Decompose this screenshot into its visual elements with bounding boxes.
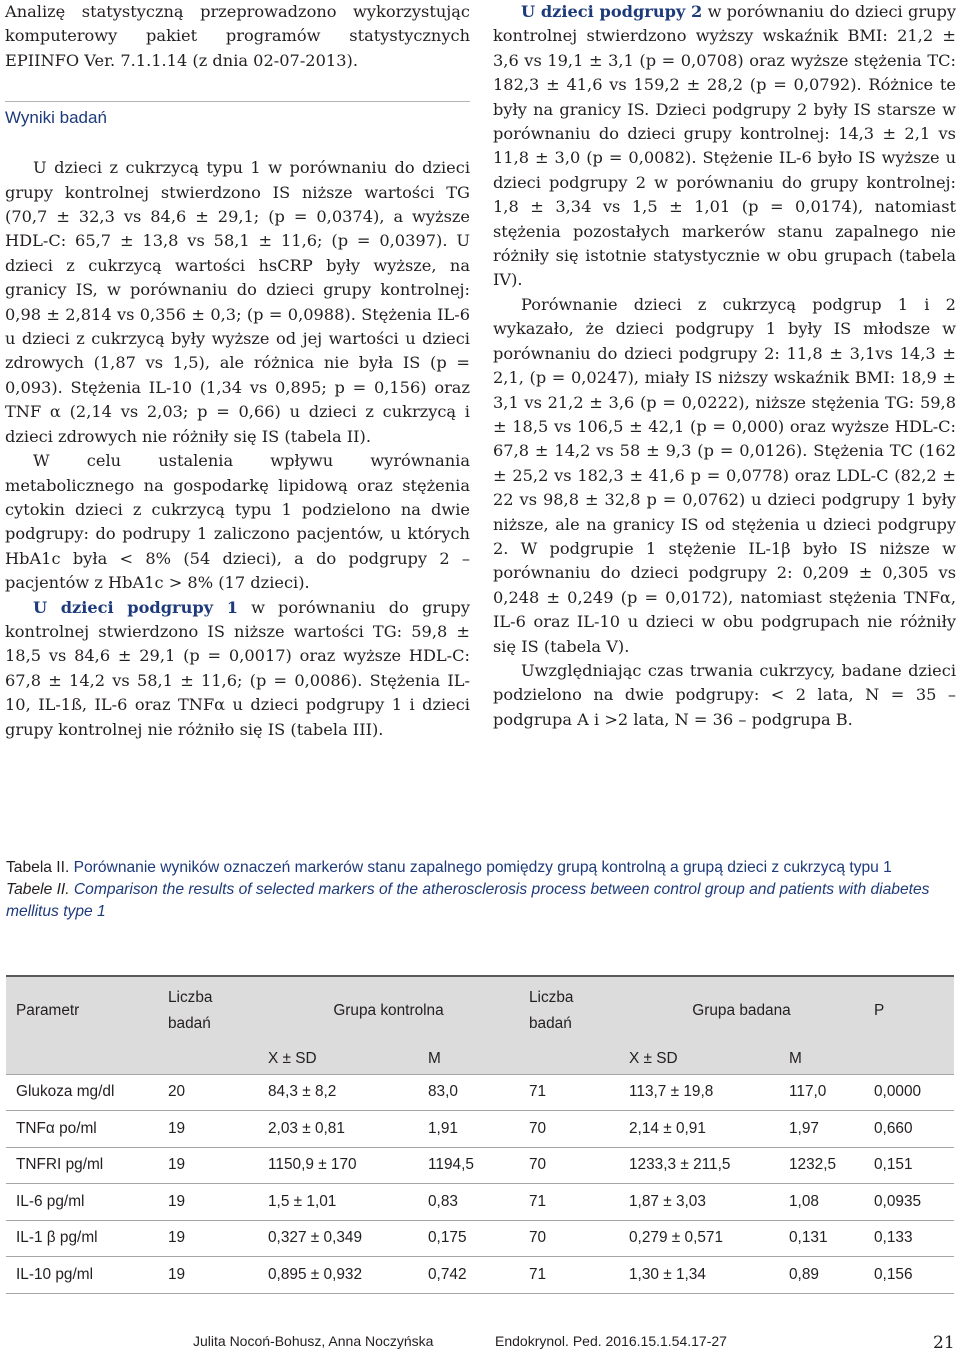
cell-m-study: 1,08 [779,1184,864,1221]
caption-label-pl: Tabela II. [6,859,70,876]
caption-text-pl: Porównanie wyników oznaczeń markerów stanu zapalnego pomiędzy grupą kontrolną a grupą dzieci z cukrzycą typu 1 [69,859,892,876]
subheader-m-study: M [779,1044,864,1074]
cell-p: 0,660 [864,1111,954,1148]
table-ii [6,975,954,1294]
header-n-study: Liczba badań [519,976,619,1044]
cell-n-control: 19 [158,1220,258,1257]
cell-m-control: 0,742 [418,1257,519,1294]
cell-xsd-study: 1,30 ± 1,34 [619,1257,779,1294]
cell-p: 0,151 [864,1147,954,1184]
footer-authors: Julita Nocoń-Bohusz, Anna Noczyńska [193,1333,434,1349]
section-divider [5,101,470,102]
cell-xsd-study: 2,14 ± 0,91 [619,1111,779,1148]
cell-n-control: 20 [158,1074,258,1111]
cell-m-study: 0,89 [779,1257,864,1294]
cell-n-study: 70 [519,1220,619,1257]
table-row [6,1147,954,1184]
subheader-m-control: M [418,1044,519,1074]
table-caption [6,857,956,923]
cell-m-study: 117,0 [779,1074,864,1111]
cell-m-control: 0,83 [418,1184,519,1221]
results-paragraph-4 [493,0,956,293]
cell-n-study: 70 [519,1111,619,1148]
cell-n-control: 19 [158,1184,258,1221]
page-number: 21 [933,1333,955,1353]
cell-n-study: 71 [519,1257,619,1294]
cell-m-study: 0,131 [779,1220,864,1257]
cell-xsd-control: 1150,9 ± 170 [258,1147,418,1184]
cell-xsd-study: 113,7 ± 19,8 [619,1074,779,1111]
subgroup-1-text: w porównaniu do grupy kontrolnej stwierdzono IS niższe wartości TG: 59,8 ± 18,5 vs 84,6 ± 29,1 (p = 0,0017) oraz wyższe HDL-C: 67,8 ± 14,2 vs 58,1 ± 11,6; (p = 0,0086). Stężenia IL-10, IL-1ß, IL-6 oraz TNFα u dzieci podgrupy 1 i dzieci grupy kontrolnej nie różniło się IS (tabela III). [5,597,470,739]
header-n-control: Liczba badań [158,976,258,1044]
cell-param: TNFα po/ml [6,1111,158,1148]
cell-p: 0,133 [864,1220,954,1257]
cell-xsd-control: 1,5 ± 1,01 [258,1184,418,1221]
right-column [493,0,956,732]
caption-polish [6,857,956,879]
cell-param: IL-6 pg/ml [6,1184,158,1221]
table-row [6,1074,954,1111]
results-paragraph-5: Porównanie dzieci z cukrzycą podgrup 1 i 2 wykazało, że dzieci podgrupy 1 były IS młodsze w porównaniu do dzieci podgrupy 2: 11,8 ± 3,1vs 14,3 ± 2,1, (p = 0,0247), miały IS niższy wskaźnik BMI: 18,9 ± 3,1 vs 21,2 ± 3,6 (p = 0,0222), niższe stężenia TG: 59,8 ± 18,5 vs 106,5 ± 42,1 (p = 0,000) oraz wyższe HDL-C: 67,8 ± 14,2 vs 58 ± 9,3 (p = 0,0126). Stężenia TC (162 ± 25,2 vs 182,3 ± 41,6 p = 0,0778) oraz LDL-C (82,2 ± 22 vs 98,8 ± 32,8 p = 0,0762) u dzieci podgrupy 1 były niższe, ale na granicy IS od stężenia u dzieci podgrupy 2. W podgrupie 1 stężenie IL-1β było IS niższe w porównaniu do dzieci podgrupy 2: 0,209 ± 0,305 vs 0,248 ± 0,249 (p = 0,0172), natomiast stężenia TNFα, IL-6 oraz IL-10 u dzieci w obu podgrupach nie różniły się IS (tabela V). [493,294,956,656]
header-control-group: Grupa kontrolna [258,976,519,1044]
cell-param: IL-10 pg/ml [6,1257,158,1294]
results-table [6,975,954,1294]
cell-xsd-control: 2,03 ± 0,81 [258,1111,418,1148]
header-study-group: Grupa badana [619,976,864,1044]
results-paragraph-2: W celu ustalenia wpływu wyrównania metabolicznego na gospodarkę lipidową oraz stężenia cytokin dzieci z cukrzycą typu 1 podzielono na dwie podgrupy: do podrupy 1 zaliczono pacjentów, u których HbA1c była < 8% (54 dzieci), a do podgrupy 2 – pacjentów z HbA1c > 8% (17 dzieci). [5,451,470,593]
footer-journal: Endokrynol. Ped. 2016.15.1.54.17-27 [495,1333,727,1349]
cell-n-control: 19 [158,1147,258,1184]
caption-english [6,879,956,923]
cell-m-control: 83,0 [418,1074,519,1111]
caption-text-en: Comparison the results of selected markers of the atherosclerosis process between control group and patients with diabetes mellitus type 1 [6,881,930,920]
cell-xsd-study: 1,87 ± 3,03 [619,1184,779,1221]
cell-m-control: 1194,5 [418,1147,519,1184]
cell-m-study: 1,97 [779,1111,864,1148]
cell-m-control: 1,91 [418,1111,519,1148]
table-row [6,1257,954,1294]
cell-n-control: 19 [158,1111,258,1148]
table-row [6,1184,954,1221]
cell-xsd-study: 0,279 ± 0,571 [619,1220,779,1257]
cell-param: IL-1 β pg/ml [6,1220,158,1257]
cell-xsd-control: 0,895 ± 0,932 [258,1257,418,1294]
cell-n-study: 70 [519,1147,619,1184]
table-row [6,1220,954,1257]
table-header-row [6,976,954,1044]
results-paragraph-3 [5,596,470,742]
table-row [6,1111,954,1148]
intro-paragraph: Analizę statystyczną przeprowadzono wykorzystując komputerowy pakiet programów statystycznych EPIINFO Ver. 7.1.1.14 (z dnia 02-07-2013). [5,2,470,70]
cell-m-control: 0,175 [418,1220,519,1257]
cell-n-control: 19 [158,1257,258,1294]
cell-param: TNFRI pg/ml [6,1147,158,1184]
caption-label-en: Tabele II. [6,881,70,898]
table-subheader-row [6,1044,954,1074]
cell-n-study: 71 [519,1184,619,1221]
results-paragraph-6: Uwzględniając czas trwania cukrzycy, badane dzieci podzielono na dwie podgrupy: < 2 lata, N = 35 – podgrupa A i >2 lata, N = 36 – podgrupa B. [493,660,956,729]
subheader-xsd-study: X ± SD [619,1044,779,1074]
cell-p: 0,156 [864,1257,954,1294]
cell-m-study: 1232,5 [779,1147,864,1184]
section-heading-results: Wyniki badań [5,108,107,128]
header-param: Parametr [6,976,158,1044]
left-column [5,0,470,742]
results-paragraph-1: U dzieci z cukrzycą typu 1 w porównaniu do dzieci grupy kontrolnej stwierdzono IS niższe wartości TG (70,7 ± 32,3 vs 84,6 ± 29,1; (p = 0,0374), a wyższe HDL-C: 65,7 ± 13,8 vs 58,1 ± 11,6; (p = 0,0397). U dzieci z cukrzycą wartości hsCRP były wyższe, na granicy IS, w porównaniu do dzieci grupy kontrolnej: 0,98 ± 2,814 vs 0,356 ± 0,3; (p = 0,0988). Stężenia IL-6 u dzieci z cukrzycą były wyższe od jej wartości u dzieci zdrowych (1,87 vs 1,5), ale różnica nie była IS (p = 0,093). Stężenia IL-10 (1,34 vs 0,895; p = 0,156) oraz TNF α (2,14 vs 2,03; p = 0,66) u dzieci z cukrzycą i dzieci zdrowych nie różniły się IS (tabela II). [5,158,470,446]
cell-xsd-control: 84,3 ± 8,2 [258,1074,418,1111]
cell-param: Glukoza mg/dl [6,1074,158,1111]
subheader-xsd-control: X ± SD [258,1044,418,1074]
subgroup-2-text: w porównaniu do dzieci grupy kontrolnej stwierdzono wyższy wskaźnik BMI: 21,2 ± 3,6 vs 19,1 ± 3,1 (p = 0,0708) oraz wyższe stężenia TC: 182,3 ± 41,6 vs 159,2 ± 28,2 (p = 0,0792). Różnice te były na granicy IS. Dzieci podgrupy 2 były IS starsze w porównaniu do dzieci grupy kontrolnej: 14,3 ± 2,1 vs 11,8 ± 3,0 (p = 0,0082). Stężenie IL-6 było IS wyższe u dzieci podgrupy 2 w porównaniu do grupy kontrolnej: 1,8 ± 3,34 vs 1,5 ± 1,01 (p = 0,0174), natomiast stężenia pozostałych markerów stanu zapalnego nie różniły się istotnie statystycznie w obu grupach (tabela IV). [493,2,956,290]
subgroup-1-lead: U dzieci podgrupy 1 [33,597,238,617]
cell-n-study: 71 [519,1074,619,1111]
cell-p: 0,0000 [864,1074,954,1111]
cell-xsd-study: 1233,3 ± 211,5 [619,1147,779,1184]
header-p: P [864,976,954,1044]
cell-p: 0,0935 [864,1184,954,1221]
cell-xsd-control: 0,327 ± 0,349 [258,1220,418,1257]
subgroup-2-lead: U dzieci podgrupy 2 [521,2,703,21]
